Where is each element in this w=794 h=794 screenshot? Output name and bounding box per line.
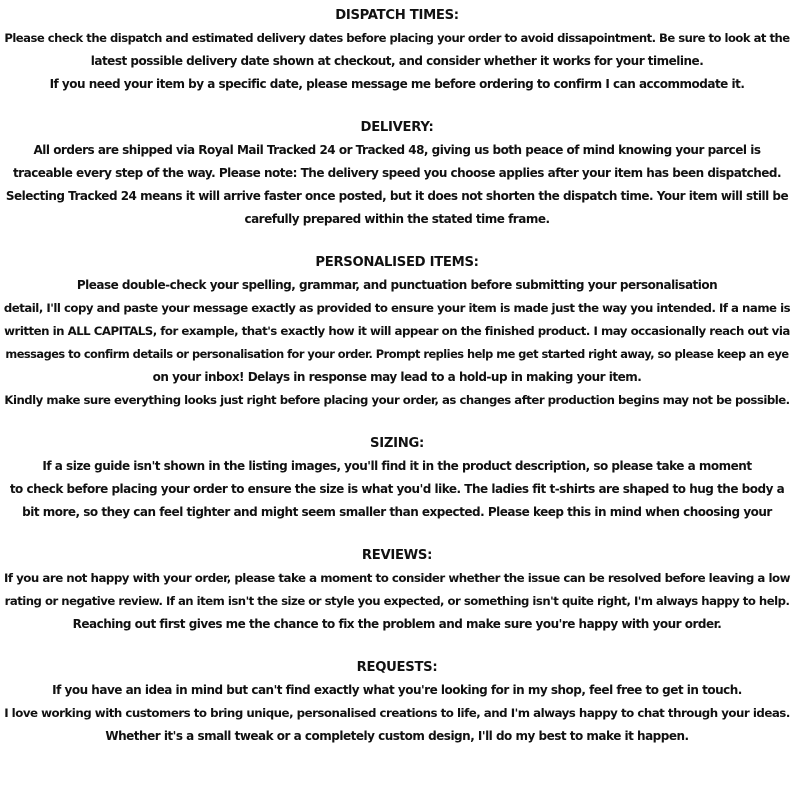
paragraph-line: Please check the dispatch and estimated delivery dates before placing your order to avoid dissapointment. Be sure to look at the bbox=[4, 31, 790, 45]
section-heading: REVIEWS: bbox=[361, 548, 433, 563]
section-heading: DELIVERY: bbox=[360, 120, 434, 135]
paragraph-line: latest possible delivery date shown at checkout, and consider whether it works for your timeline. bbox=[90, 54, 704, 68]
paragraph-line: bit more, so they can feel tighter and might seem smaller than expected. Please keep this in mind when choosing your bbox=[22, 505, 772, 519]
paragraph-line: I love working with customers to bring unique, personalised creations to life, and I'm always happy to chat through your ideas. bbox=[4, 706, 790, 720]
paragraph-line: messages to confirm details or personalisation for your order. Prompt replies help me get started right away, so please keep an eye bbox=[5, 347, 789, 361]
paragraph-line: If you are not happy with your order, please take a moment to consider whether the issue can be resolved before leaving a low bbox=[3, 571, 790, 585]
paragraph-line: If a size guide isn't shown in the listing images, you'll find it in the product description, so please take a moment bbox=[42, 459, 752, 473]
paragraph-line: to check before placing your order to ensure the size is what you'd like. The ladies fit t-shirts are shaped to hug the body a bbox=[9, 482, 785, 496]
paragraph-line: If you have an idea in mind but can't find exactly what you're looking for in my shop, feel free to get in touch. bbox=[52, 683, 742, 697]
paragraph-line: If you need your item by a specific date, please message me before ordering to confirm I can accommodate it. bbox=[49, 77, 745, 91]
section-heading: PERSONALISED ITEMS: bbox=[315, 255, 479, 270]
paragraph-line: rating or negative review. If an item isn't the size or style you expected, or something isn't quite right, I'm always happy to help. bbox=[4, 594, 790, 608]
section-dispatch-times bbox=[0, 4, 794, 96]
section-heading: SIZING: bbox=[370, 436, 424, 451]
section-personalised-items bbox=[0, 251, 794, 412]
paragraph-line: written in ALL CAPITALS, for example, that's exactly how it will appear on the finished product. I may occasionally reach out via bbox=[4, 324, 790, 338]
paragraph-line: Selecting Tracked 24 means it will arrive faster once posted, but it does not shorten the dispatch time. Your item will still be bbox=[5, 189, 789, 203]
section-heading: DISPATCH TIMES: bbox=[335, 8, 459, 23]
section-heading: REQUESTS: bbox=[356, 660, 438, 675]
section-requests bbox=[0, 656, 794, 748]
paragraph-line: traceable every step of the way. Please note: The delivery speed you choose applies after your item has been dispatched. bbox=[12, 166, 782, 180]
paragraph-line: on your inbox! Delays in response may lead to a hold-up in making your item. bbox=[152, 370, 642, 384]
paragraph-line: Whether it's a small tweak or a completely custom design, I'll do my best to make it happen. bbox=[105, 729, 689, 743]
paragraph-line: Please double-check your spelling, grammar, and punctuation before submitting your personalisation bbox=[76, 278, 718, 292]
paragraph-line: carefully prepared within the stated time frame. bbox=[244, 212, 550, 226]
paragraph-line: Kindly make sure everything looks just right before placing your order, as changes after production begins may not be possible. bbox=[4, 393, 790, 407]
section-sizing bbox=[0, 432, 794, 524]
section-delivery bbox=[0, 116, 794, 231]
paragraph-line: All orders are shipped via Royal Mail Tracked 24 or Tracked 48, giving us both peace of mind knowing your parcel is bbox=[33, 143, 761, 157]
paragraph-line: Reaching out first gives me the chance to fix the problem and make sure you're happy with your order. bbox=[72, 617, 722, 631]
paragraph-line: detail, I'll copy and paste your message exactly as provided to ensure your item is made just the way you intended. If a name is bbox=[3, 301, 791, 315]
section-reviews bbox=[0, 544, 794, 636]
